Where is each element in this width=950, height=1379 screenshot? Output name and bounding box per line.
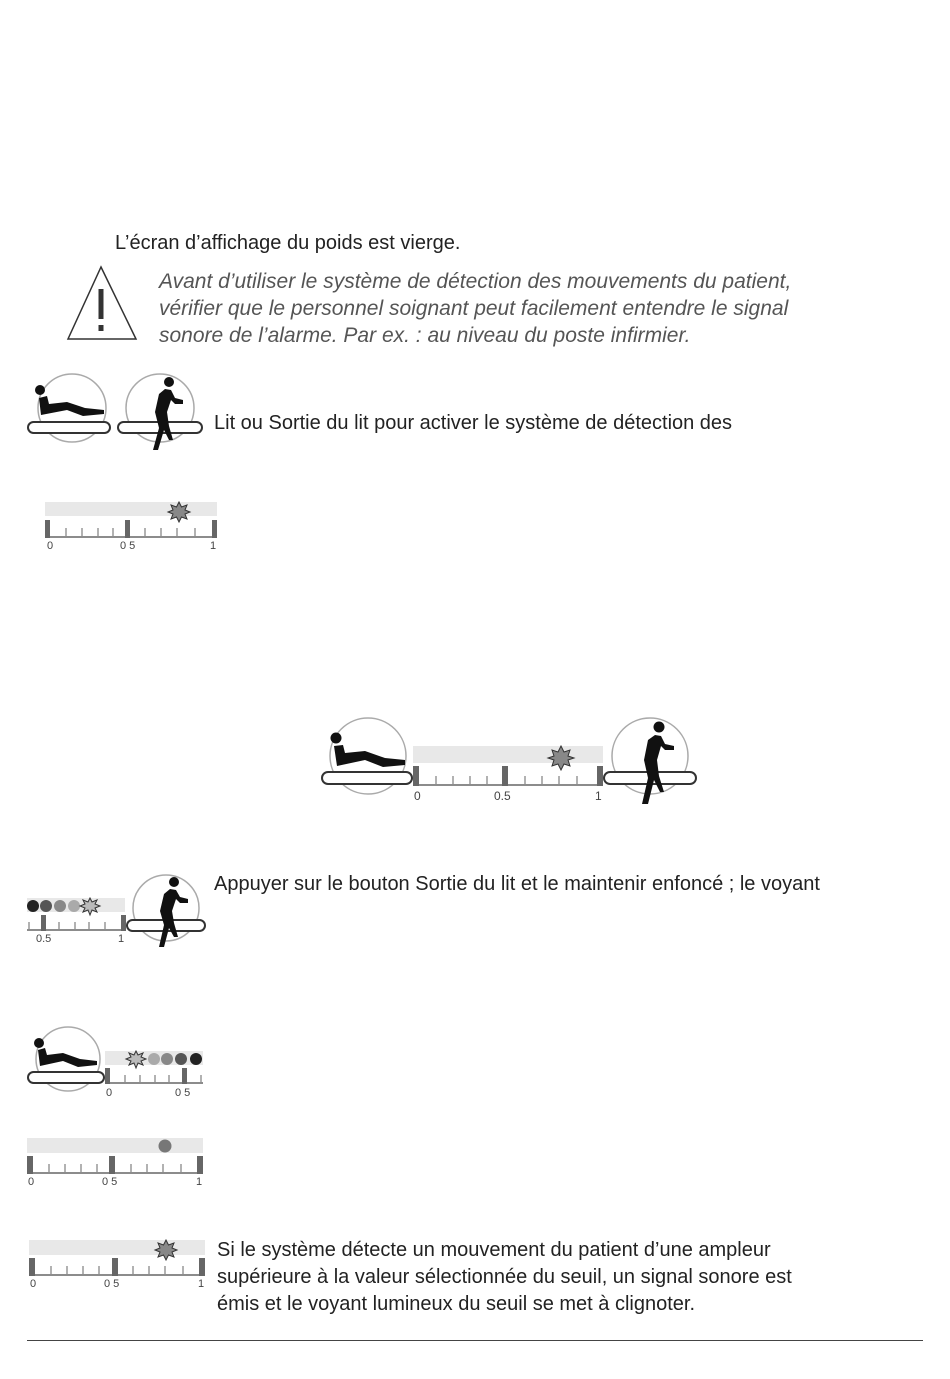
detect-line-1: Si le système détecte un mouvement du patient d’une ampleur — [217, 1239, 771, 1261]
warning-line-2: vérifier que le personnel soignant peut facilement entendre le signal — [159, 297, 789, 320]
threshold-scale-dot — [27, 1138, 205, 1174]
threshold-scale-hold — [27, 898, 127, 932]
detect-line-3: émis et le voyant lumineux du seuil se met à clignoter. — [217, 1293, 696, 1315]
patient-sitting-icon — [117, 372, 203, 452]
patient-lying-icon-center — [321, 718, 413, 798]
patient-sitting-icon-center — [603, 716, 697, 806]
alarm-star-icon — [80, 898, 100, 915]
alarm-star-icon — [548, 746, 574, 770]
warning-line-1: Avant d’utiliser le système de détection des mouvements du patient, — [159, 270, 792, 293]
alarm-star-icon — [126, 1051, 146, 1068]
hold-button-step-text: Appuyer sur le bouton Sortie du lit et le maintenir enfoncé ; le voyant — [214, 873, 820, 895]
threshold-scale-bedexit — [105, 1051, 205, 1085]
weight-display-blank-text: L’écran d’affichage du poids est vierge. — [115, 232, 461, 254]
alarm-star-icon — [168, 502, 190, 522]
alarm-star-icon — [155, 1240, 177, 1260]
warning-line-3: sonore de l’alarme. Par ex. : au niveau du poste infirmier. — [159, 324, 691, 347]
warning-triangle-icon — [66, 265, 138, 343]
detect-line-2: supérieure à la valeur sélectionnée du seuil, un signal sonore est — [217, 1266, 792, 1288]
threshold-scale-alarm — [29, 1240, 207, 1276]
activate-step-text: Lit ou Sortie du lit pour activer le système de détection des — [214, 412, 733, 434]
patient-sitting-icon-hold — [126, 873, 206, 949]
patient-lying-icon — [27, 372, 113, 444]
threshold-scale-1 — [45, 502, 219, 538]
footer-divider — [27, 1340, 923, 1341]
threshold-indicator-dot — [159, 1140, 172, 1153]
threshold-scale-center — [413, 746, 605, 786]
patient-lying-icon-bedexit — [27, 1026, 107, 1094]
